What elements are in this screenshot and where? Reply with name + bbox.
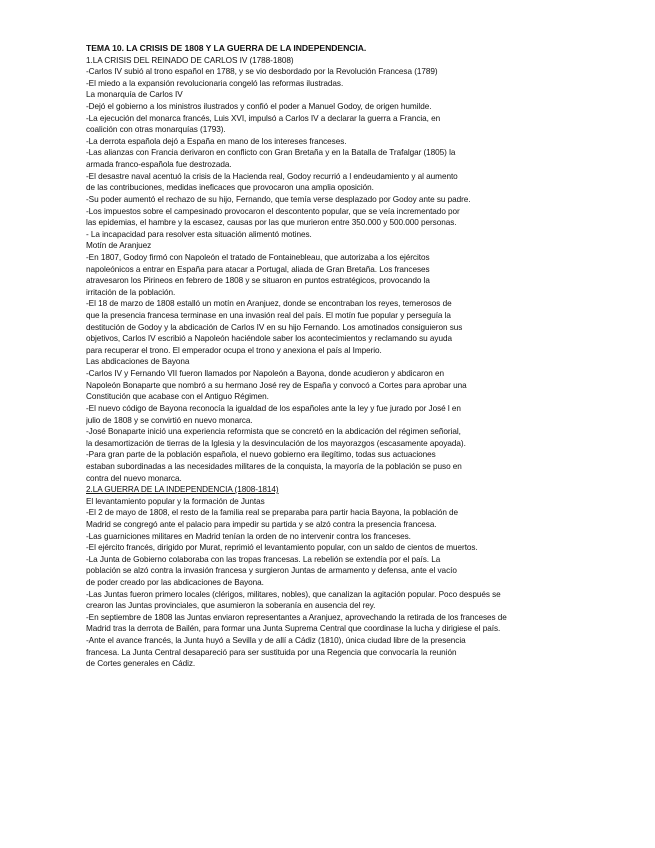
text-line: de Cortes generales en Cádiz. bbox=[86, 659, 196, 669]
text-line: población se alzó contra la invasión francesa y surgieron Juntas de armamento y defensa, ante el vacío bbox=[86, 566, 457, 576]
text-line: -Dejó el gobierno a los ministros ilustrados y confió el poder a Manuel Godoy, de origen humilde. bbox=[86, 102, 432, 112]
text-line: -Su poder aumentó el rechazo de su hijo, Fernando, que temía verse desplazado por Godoy ante su padre. bbox=[86, 194, 471, 204]
text-line: Napoleón Bonaparte que nombró a su hermano José rey de España y convocó a Cortes para aprobar una bbox=[86, 380, 467, 390]
text-line: -El desastre naval acentuó la crisis de la Hacienda real, Godoy recurrió a l endeudamiento y al aumento bbox=[86, 171, 458, 181]
text-line: -Las guarniciones militares en Madrid tenían la orden de no intervenir contra los franceses. bbox=[86, 531, 411, 541]
text-line: -Ante el avance francés, la Junta huyó a Sevilla y de allí a Cádiz (1810), única ciudad libre de la presencia bbox=[86, 636, 466, 646]
text-line: -El ejército francés, dirigido por Murat, reprimió el levantamiento popular, con un saldo de cientos de muertos. bbox=[86, 543, 478, 553]
text-line: atravesaron los Pirineos en febrero de 1808 y se situaron en puntos estratégicos, provocando la bbox=[86, 276, 430, 286]
text-line: Madrid tras la derrota de Bailén, para formar una Junta Suprema Central que coordinase la lucha y dirigiese el país. bbox=[86, 624, 501, 634]
text-line: la desamortización de tierras de la Iglesia y la desvinculación de los mayorazgos (escasamente apoyada). bbox=[86, 438, 466, 448]
text-line: irritación de la población. bbox=[86, 287, 176, 297]
text-line: - La incapacidad para resolver esta situación alimentó motines. bbox=[86, 229, 312, 239]
document-body bbox=[86, 43, 646, 670]
section-heading: La monarquía de Carlos IV bbox=[86, 90, 183, 100]
text-line: -El 2 de mayo de 1808, el resto de la familia real se preparaba para partir hacia Bayona, la población de bbox=[86, 508, 459, 518]
text-line: de poder creado por las abdicaciones de Bayona. bbox=[86, 578, 264, 588]
text-line: destitución de Godoy y la abdicación de Carlos IV en su hijo Fernando. Los amotinados consiguieron sus bbox=[86, 322, 463, 332]
text-line: francesa. La Junta Central desapareció para ser sustituida por una Regencia que convocaría la reunión bbox=[86, 647, 457, 657]
text-line: -Carlos IV y Fernando VII fueron llamados por Napoleón a Bayona, donde acudieron y abdicaron en bbox=[86, 369, 444, 379]
text-line: napoleónicos a entrar en España para atacar a Portugal, aliada de Gran Bretaña. Los franceses bbox=[86, 264, 430, 274]
section-heading: Las abdicaciones de Bayona bbox=[86, 357, 190, 367]
text-line: -Las Juntas fueron primero locales (clérigos, militares, nobles), que canalizan la agitación popular. Poco después se bbox=[86, 589, 501, 599]
text-line: Madrid se congregó ante el palacio para impedir su partida y se alzó contra la presencia francesa. bbox=[86, 519, 437, 529]
text-line: objetivos, Carlos IV escribió a Napoleón haciéndole saber los acontecimientos y reclamando su ayuda bbox=[86, 334, 452, 344]
section-heading: 1.LA CRISIS DEL REINADO DE CARLOS IV (1788-1808) bbox=[86, 55, 294, 65]
text-line: -Las alianzas con Francia derivaron en conflicto con Gran Bretaña y en la Batalla de Trafalgar (1805) la bbox=[86, 148, 456, 158]
text-line: -José Bonaparte inició una experiencia reformista que se concretó en la abdicación del régimen señorial, bbox=[86, 427, 461, 437]
text-line: -En septiembre de 1808 las Juntas enviaron representantes a Aranjuez, aprovechando la retirada de los franceses de bbox=[86, 612, 507, 622]
text-line: -El miedo a la expansión revolucionaria congeló las reformas ilustradas. bbox=[86, 78, 344, 88]
text-line: -La Junta de Gobierno colaboraba con las tropas francesas. La rebelión se extendía por el país. La bbox=[86, 554, 441, 564]
text-line: de las contribuciones, medidas ineficaces que provocaron una amplia oposición. bbox=[86, 183, 374, 193]
text-line: -En 1807, Godoy firmó con Napoleón el tratado de Fontainebleau, que autorizaba a los ejércitos bbox=[86, 252, 430, 262]
text-line: -Carlos IV subió al trono español en 1788, y se vio desbordado por la Revolución Francesa (1789) bbox=[86, 67, 438, 77]
section-heading: Motín de Aranjuez bbox=[86, 241, 152, 251]
section-heading: El levantamiento popular y la formación de Juntas bbox=[86, 496, 265, 506]
text-line: crearon las Juntas provinciales, que asumieron la soberanía en ausencia del rey. bbox=[86, 601, 376, 611]
section-heading: 2.LA GUERRA DE LA INDEPENDENCIA (1808-1814) bbox=[86, 485, 279, 495]
text-line: -La ejecución del monarca francés, Luis XVI, impulsó a Carlos IV a declarar la guerra a Francia, en bbox=[86, 113, 441, 123]
text-line: -El 18 de marzo de 1808 estalló un motín en Aranjuez, donde se encontraban los reyes, temerosos de bbox=[86, 299, 452, 309]
text-line: para recuperar el trono. El emperador ocupa el trono y anexiona el país al Imperio. bbox=[86, 345, 382, 355]
text-line: coalición con otras monarquías (1793). bbox=[86, 125, 226, 135]
text-line: estaban subordinadas a las necesidades militares de la conquista, la mayoría de la población se puso en bbox=[86, 461, 462, 471]
text-line: julio de 1808 y se convirtió en nuevo monarca. bbox=[86, 415, 253, 425]
text-line: armada franco-española fue destrozada. bbox=[86, 160, 232, 170]
text-line: que la presencia francesa terminase en una invasión real del país. El motín fue popular y perseguía la bbox=[86, 311, 451, 321]
text-line: -Para gran parte de la población española, el nuevo gobierno era ilegítimo, todas sus actuaciones bbox=[86, 450, 436, 460]
text-line: -El nuevo código de Bayona reconocía la igualdad de los españoles ante la ley y fue jurado por José l en bbox=[86, 403, 461, 413]
text-line: -La derrota española dejó a España en mano de los intereses franceses. bbox=[86, 136, 347, 146]
document-title: TEMA 10. LA CRISIS DE 1808 Y LA GUERRA DE LA INDEPENDENCIA. bbox=[86, 43, 367, 53]
text-line: -Los impuestos sobre el campesinado provocaron el descontento popular, que se veía incrementado por bbox=[86, 206, 460, 216]
text-line: las epidemias, el hambre y la escasez, causas por las que murieron entre 350.000 y 500.000 personas. bbox=[86, 218, 457, 228]
text-line: Constitución que acabase con el Antiguo Régimen. bbox=[86, 392, 269, 402]
text-line: contra del nuevo monarca. bbox=[86, 473, 182, 483]
